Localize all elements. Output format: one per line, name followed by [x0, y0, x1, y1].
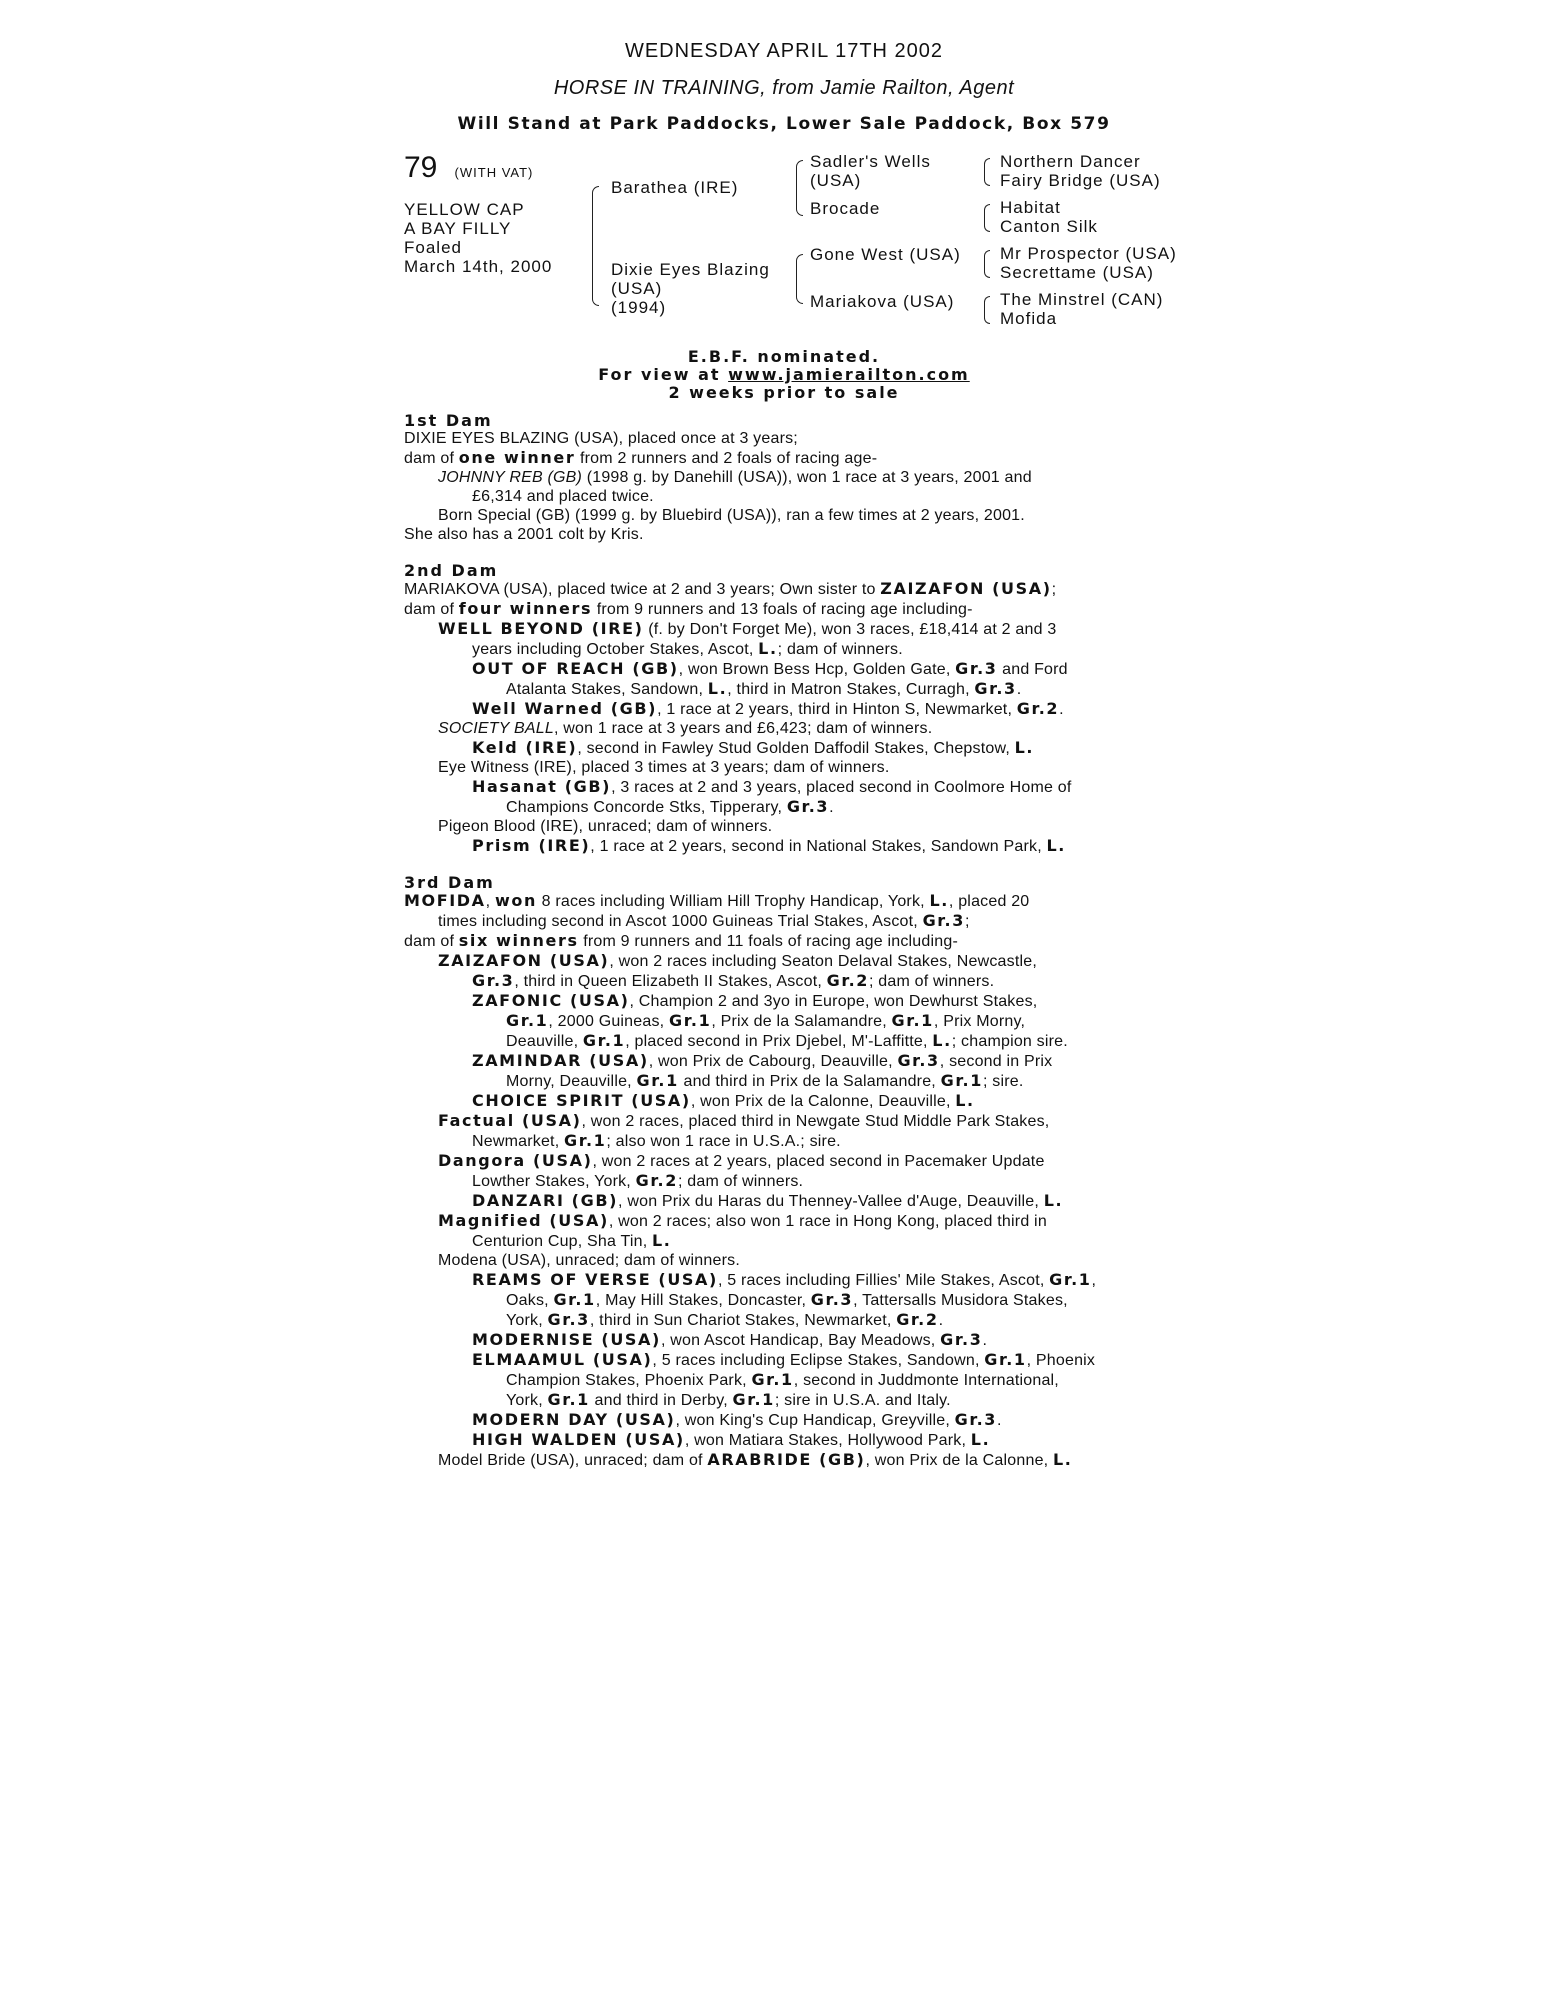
text-bold: Gr.3	[940, 1330, 983, 1349]
text: .	[938, 1312, 944, 1329]
text-bold: L.	[1014, 738, 1035, 757]
ddd: Mofida	[1000, 309, 1058, 328]
text-bold: L.	[1046, 836, 1066, 855]
text-bold: MOFIDA	[404, 891, 486, 910]
text: from 9 runners and 11 foals of racing age including-	[578, 933, 958, 950]
text: , won Brown Bess Hcp, Golden Gate,	[678, 661, 956, 678]
third-dam-line	[404, 1310, 1164, 1330]
view-note	[404, 366, 1164, 384]
text-bold: Gr.3	[810, 1290, 854, 1309]
ebf-note: E.B.F. nominated.	[687, 347, 881, 366]
text: , won 2 races, placed third in Newgate Stud Middle Park Stakes,	[581, 1113, 1050, 1130]
second-dam-line	[404, 738, 1164, 758]
third-dam-line	[404, 911, 1164, 931]
text-bold: HIGH WALDEN (USA)	[472, 1430, 685, 1449]
text-bold: Gr.3	[954, 1410, 998, 1429]
third-dam-line	[404, 1191, 1164, 1211]
view-prefix: For view at	[598, 365, 729, 384]
first-dam-line: £6,314 and placed twice.	[472, 488, 654, 505]
dam-line-3: (1994)	[611, 298, 667, 317]
text: , Tattersalls Musidora Stakes,	[853, 1292, 1068, 1309]
text-bold: Gr.1	[636, 1071, 679, 1090]
text-bold: one winner	[458, 448, 576, 467]
third-dam-line	[404, 1091, 1164, 1111]
text: Model Bride (USA), unraced; dam of	[438, 1452, 708, 1469]
text-bold: Gr.1	[668, 1011, 712, 1030]
text-bold: L.	[1052, 1450, 1073, 1469]
text: , won Prix de la Calonne, Deauville,	[690, 1093, 956, 1110]
third-dam-line	[404, 1290, 1164, 1310]
text: ; dam of winners.	[869, 973, 995, 990]
subtitle-label: HORSE IN TRAINING,	[553, 77, 767, 99]
third-dam-line	[404, 971, 1164, 991]
second-dam-heading: 2nd Dam	[404, 561, 499, 580]
text-bold: ARABRIDE (GB)	[707, 1450, 866, 1469]
text-bold: Gr.1	[891, 1011, 934, 1030]
text: , third in Matron Stakes, Curragh,	[727, 681, 975, 698]
stand-location: Will Stand at Park Paddocks, Lower Sale Paddock, Box 579	[457, 114, 1111, 134]
text-bold: Gr.2	[826, 971, 869, 990]
text: , 5 races including Fillies' Mile Stakes, Ascot,	[717, 1272, 1050, 1289]
text: , 5 races including Eclipse Stakes, Sandown,	[652, 1352, 985, 1369]
text-bold: Gr.1	[984, 1350, 1027, 1369]
text: .	[1016, 681, 1022, 698]
text-bold: won	[494, 891, 537, 910]
text-bold: ZAIZAFON (USA)	[880, 579, 1052, 598]
text: dam of	[404, 933, 459, 950]
text-bold: Gr.3	[922, 911, 965, 930]
third-dam-line	[404, 1051, 1164, 1071]
text: ; dam of winners.	[677, 1173, 804, 1190]
sale-notes	[404, 348, 1164, 402]
text: , won King's Cup Handicap, Greyville,	[675, 1412, 955, 1429]
text-bold: Hasanat (GB)	[472, 777, 612, 796]
text-bold: Magnified (USA)	[438, 1211, 609, 1230]
third-dam-line	[404, 1410, 1164, 1430]
text-bold: Gr.2	[896, 1310, 939, 1329]
text-italic: JOHNNY REB (GB)	[438, 469, 583, 486]
first-dam-section	[404, 412, 1164, 544]
text: , won 2 races including Seaton Delaval Stakes, Newcastle,	[609, 953, 1037, 970]
ss-line-2: (USA)	[810, 171, 862, 190]
first-dam-heading: 1st Dam	[404, 411, 493, 430]
lot-desc-4: March 14th, 2000	[404, 257, 553, 276]
text: , 3 races at 2 and 3 years, placed second in Coolmore Home of	[611, 779, 1072, 796]
weeks-note: 2 weeks prior to sale	[668, 383, 900, 402]
text: ; dam of winners.	[777, 641, 903, 658]
text: , second in Juddmonte International,	[793, 1372, 1059, 1389]
second-dam-line	[404, 679, 1164, 699]
text-bold: L.	[1043, 1191, 1064, 1210]
text-bold: L.	[652, 1231, 672, 1250]
text-bold: Gr.3	[897, 1051, 940, 1070]
spacer	[404, 544, 1164, 562]
second-dam-line	[404, 579, 1164, 599]
text-bold: Well Warned (GB)	[472, 699, 658, 718]
third-dam-line	[404, 1031, 1164, 1051]
text-bold: Prism (IRE)	[472, 836, 591, 855]
text: , May Hill Stakes, Doncaster,	[595, 1292, 811, 1309]
text-bold: Gr.2	[1016, 699, 1060, 718]
text-bold: Gr.1	[751, 1370, 794, 1389]
sale-date: WEDNESDAY APRIL 17TH 2002	[624, 40, 944, 62]
text: , won Ascot Handicap, Bay Meadows,	[660, 1332, 941, 1349]
second-dam-line	[404, 719, 1164, 738]
subtitle-agent: from Jamie Railton, Agent	[766, 77, 1015, 99]
text: , won Prix de Cabourg, Deauville,	[648, 1053, 898, 1070]
text: dam of	[404, 601, 459, 618]
text: , 1 race at 2 years, second in National Stakes, Sandown Park,	[590, 838, 1047, 855]
text-bold: Gr.2	[635, 1171, 678, 1190]
text-bold: four winners	[458, 599, 593, 618]
second-dam-section	[404, 562, 1164, 856]
text: ; sire in U.S.A. and Italy.	[774, 1392, 951, 1409]
first-dam-line: She also has a 2001 colt by Kris.	[404, 526, 644, 543]
text: MARIAKOVA (USA), placed twice at 2 and 3 years; Own sister to	[404, 581, 881, 598]
text: York,	[506, 1312, 548, 1329]
text: (f. by Don't Forget Me), won 3 races, £18,414 at 2 and 3	[643, 621, 1057, 638]
text-bold: L.	[758, 639, 778, 658]
text-bold: ZAMINDAR (USA)	[472, 1051, 649, 1070]
text-bold: L.	[932, 1031, 952, 1050]
bracket-dd	[984, 296, 990, 324]
text-bold: six winners	[458, 931, 579, 950]
text-bold: Dangora (USA)	[438, 1151, 593, 1170]
text-bold: L.	[929, 891, 949, 910]
bracket-sd	[984, 204, 990, 232]
text: , Champion 2 and 3yo in Europe, won Dewhurst Stakes,	[629, 993, 1038, 1010]
text: , Prix Morny,	[933, 1013, 1026, 1030]
second-dam-line	[404, 777, 1164, 797]
third-dam-line	[404, 1011, 1164, 1031]
second-dam-line: Eye Witness (IRE), placed 3 times at 3 years; dam of winners.	[438, 759, 890, 776]
text: Morny, Deauville,	[506, 1073, 637, 1090]
text-bold: Gr.1	[547, 1390, 590, 1409]
lot-vat: (WITH VAT)	[454, 165, 534, 180]
text: ,	[1091, 1272, 1097, 1289]
second-dam-line	[404, 619, 1164, 639]
text-bold: Gr.1	[1049, 1270, 1092, 1289]
ss-line-1: Sadler's Wells	[810, 152, 931, 171]
bracket-dam	[796, 254, 803, 304]
text: dam of	[404, 450, 459, 467]
text: , won 1 race at 3 years and £6,423; dam of winners.	[553, 720, 933, 737]
text: , third in Queen Elizabeth II Stakes, Ascot,	[514, 973, 827, 990]
text-bold: L.	[707, 679, 728, 698]
first-dam-line	[404, 448, 1164, 468]
text: and Ford	[997, 661, 1068, 678]
text-bold: Gr.3	[786, 797, 830, 816]
third-dam-section	[404, 874, 1164, 1470]
text-bold: Gr.3	[472, 971, 515, 990]
text: , Prix de la Salamandre,	[711, 1013, 892, 1030]
ssd: Fairy Bridge (USA)	[1000, 171, 1161, 190]
third-dam-line: Modena (USA), unraced; dam of winners.	[438, 1252, 740, 1269]
text-italic: SOCIETY BALL	[438, 720, 554, 737]
dam-line-1: Dixie Eyes Blazing	[611, 260, 770, 279]
sss: Northern Dancer	[1000, 152, 1141, 171]
text-bold: ELMAAMUL (USA)	[472, 1350, 653, 1369]
sds: Habitat	[1000, 198, 1061, 217]
first-dam-line	[404, 468, 1164, 487]
lot-number-line	[404, 151, 534, 184]
text: ;	[1051, 581, 1057, 598]
third-dam-line	[404, 1270, 1164, 1290]
lot-desc-2: A BAY FILLY	[404, 219, 512, 238]
third-dam-heading: 3rd Dam	[404, 873, 495, 892]
third-dam-line	[404, 1350, 1164, 1370]
text: Lowther Stakes, York,	[472, 1173, 636, 1190]
text-bold: WELL BEYOND (IRE)	[438, 619, 644, 638]
text: , third in Sun Chariot Stakes, Newmarket,	[589, 1312, 897, 1329]
bracket-ds	[984, 250, 990, 278]
text-bold: Gr.1	[506, 1011, 549, 1030]
text: times including second in Ascot 1000 Guineas Trial Stakes, Ascot,	[438, 913, 923, 930]
text: (1998 g. by Danehill (USA)), won 1 race at 3 years, 2001 and	[582, 469, 1032, 486]
text-bold: Gr.1	[564, 1131, 607, 1150]
third-dam-line	[404, 1430, 1164, 1450]
text-bold: Gr.3	[974, 679, 1017, 698]
third-dam-line	[404, 1370, 1164, 1390]
lot-number: 79	[404, 151, 438, 184]
text: Deauville,	[506, 1033, 583, 1050]
text: , won Prix du Haras du Thenney-Vallee d'Auge, Deauville,	[618, 1193, 1044, 1210]
sire: Barathea (IRE)	[611, 178, 739, 197]
text: Champions Concorde Stks, Tipperary,	[506, 799, 787, 816]
third-dam-line	[404, 1231, 1164, 1251]
text: ; sire.	[982, 1073, 1024, 1090]
pedigree-table	[404, 151, 1177, 334]
bracket-ss	[984, 158, 990, 186]
third-dam-line	[404, 1450, 1164, 1470]
text: , won 2 races; also won 1 race in Hong Kong, placed third in	[608, 1213, 1047, 1230]
dds: The Minstrel (CAN)	[1000, 290, 1164, 309]
second-dam-line: Pigeon Blood (IRE), unraced; dam of winners.	[438, 818, 773, 835]
text: , placed second in Prix Djebel, M'-Laffitte,	[625, 1033, 933, 1050]
second-dam-line	[404, 659, 1164, 679]
text-bold: MODERNISE (USA)	[472, 1330, 661, 1349]
text-bold: Factual (USA)	[438, 1111, 582, 1130]
second-dam-line	[404, 699, 1164, 719]
text-bold: L.	[955, 1091, 975, 1110]
text-bold: DANZARI (GB)	[472, 1191, 619, 1210]
text: ; also won 1 race in U.S.A.; sire.	[606, 1133, 841, 1150]
dss: Mr Prospector (USA)	[1000, 244, 1177, 263]
text: 8 races including William Hill Trophy Handicap, York,	[536, 893, 930, 910]
text-bold: Gr.3	[955, 659, 998, 678]
bracket-main	[592, 186, 599, 306]
ds: Gone West (USA)	[810, 245, 961, 264]
text: and third in Derby,	[589, 1392, 733, 1409]
third-dam-line	[404, 1330, 1164, 1350]
text-bold: Gr.1	[553, 1290, 596, 1309]
catalogue-page	[404, 40, 1177, 1470]
second-dam-line	[404, 836, 1164, 856]
text-bold: CHOICE SPIRIT (USA)	[472, 1091, 691, 1110]
third-dam-line	[404, 1131, 1164, 1151]
text-bold: Gr.3	[547, 1310, 590, 1329]
text: years including October Stakes, Ascot,	[472, 641, 759, 658]
sdd: Canton Silk	[1000, 217, 1098, 236]
third-dam-line	[404, 891, 1164, 911]
text: , Phoenix	[1026, 1352, 1096, 1369]
third-dam-line	[404, 1171, 1164, 1191]
lot-desc-1: YELLOW CAP	[404, 200, 525, 219]
text-bold: Gr.1	[732, 1390, 775, 1409]
text-bold: ZAFONIC (USA)	[472, 991, 630, 1010]
website-link[interactable]: www.jamierailton.com	[728, 365, 970, 384]
text: Centurion Cup, Sha Tin,	[472, 1233, 653, 1250]
third-dam-line	[404, 1390, 1164, 1410]
first-dam-line: Born Special (GB) (1999 g. by Bluebird (USA)), ran a few times at 2 years, 2001.	[438, 507, 1025, 524]
text: .	[829, 799, 834, 816]
text-bold: L.	[970, 1430, 991, 1449]
third-dam-line	[404, 1071, 1164, 1091]
text: , second in Fawley Stud Golden Daffodil Stakes, Chepstow,	[577, 740, 1015, 757]
second-dam-line	[404, 639, 1164, 659]
sd: Brocade	[810, 199, 881, 218]
text: York,	[506, 1392, 548, 1409]
text: , 1 race at 2 years, third in Hinton S, Newmarket,	[657, 701, 1017, 718]
text-bold: Gr.1	[940, 1071, 983, 1090]
spacer	[404, 856, 1164, 874]
dd: Mariakova (USA)	[810, 292, 955, 311]
text: , won Matiara Stakes, Hollywood Park,	[684, 1432, 971, 1449]
lot-desc-3: Foaled	[404, 238, 462, 257]
text: Newmarket,	[472, 1133, 564, 1150]
text-bold: Keld (IRE)	[472, 738, 578, 757]
text: from 2 runners and 2 foals of racing age-	[575, 450, 878, 467]
text-bold: REAMS OF VERSE (USA)	[472, 1270, 718, 1289]
sale-subtitle	[404, 77, 1164, 100]
text: , placed 20	[948, 893, 1030, 910]
text: ;	[964, 913, 970, 930]
text-bold: Gr.1	[582, 1031, 626, 1050]
third-dam-line	[404, 931, 1164, 951]
text: Atalanta Stakes, Sandown,	[506, 681, 708, 698]
text: ,	[485, 893, 495, 910]
third-dam-line	[404, 1211, 1164, 1231]
third-dam-line	[404, 1111, 1164, 1131]
text: .	[1059, 701, 1064, 718]
third-dam-line	[404, 1151, 1164, 1171]
text-bold: ZAIZAFON (USA)	[438, 951, 610, 970]
dam-line-2: (USA)	[611, 279, 663, 298]
first-dam-line: DIXIE EYES BLAZING (USA), placed once at 3 years;	[404, 430, 798, 447]
second-dam-line	[404, 797, 1164, 817]
text: .	[982, 1332, 988, 1349]
second-dam-line	[404, 599, 1164, 619]
text-bold: OUT OF REACH (GB)	[472, 659, 679, 678]
text: , second in Prix	[939, 1053, 1053, 1070]
text: , won Prix de la Calonne,	[865, 1452, 1053, 1469]
text: from 9 runners and 13 foals of racing age including-	[592, 601, 973, 618]
third-dam-line	[404, 951, 1164, 971]
text: Champion Stakes, Phoenix Park,	[506, 1372, 752, 1389]
text: and third in Prix de la Salamandre,	[678, 1073, 941, 1090]
text: , won 2 races at 2 years, placed second in Pacemaker Update	[592, 1153, 1045, 1170]
text-bold: MODERN DAY (USA)	[472, 1410, 676, 1429]
third-dam-line	[404, 991, 1164, 1011]
text: , 2000 Guineas,	[548, 1013, 669, 1030]
text: Oaks,	[506, 1292, 554, 1309]
bracket-sire	[796, 160, 803, 216]
text: .	[997, 1412, 1002, 1429]
dsd: Secrettame (USA)	[1000, 263, 1154, 282]
text: ; champion sire.	[951, 1033, 1068, 1050]
